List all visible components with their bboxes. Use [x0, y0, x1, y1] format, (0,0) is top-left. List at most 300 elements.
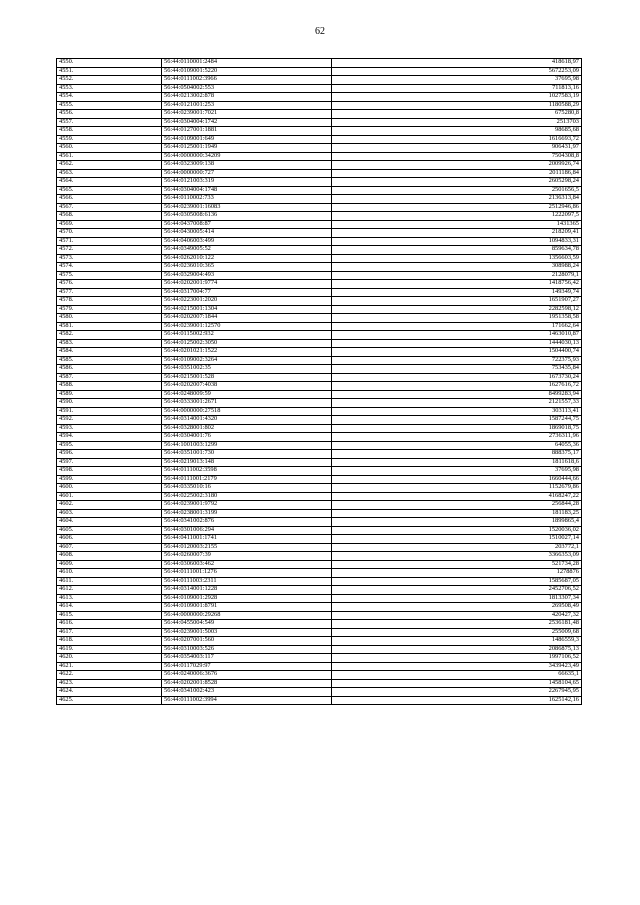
value-cell: 256844,28	[332, 501, 582, 510]
row-number-cell: 4564.	[57, 178, 162, 187]
row-number-cell: 4557.	[57, 118, 162, 127]
value-cell: 171662,64	[332, 322, 582, 331]
row-number-cell: 4569.	[57, 220, 162, 229]
cadastral-number-cell: 56:44:0111002:3994	[162, 696, 332, 705]
value-cell: 1951358,58	[332, 314, 582, 323]
table-row	[57, 390, 582, 399]
table-row	[57, 424, 582, 433]
cadastral-number-cell: 56:44:0202001:8528	[162, 679, 332, 688]
cadastral-number-cell: 56:44:0351001:730	[162, 450, 332, 459]
row-number-cell: 4600.	[57, 484, 162, 493]
table-row	[57, 637, 582, 646]
row-number-cell: 4550.	[57, 59, 162, 68]
value-cell: 1486559,3	[332, 637, 582, 646]
cadastral-number-cell: 56:44:0240006:3676	[162, 671, 332, 680]
table-row	[57, 679, 582, 688]
table-row	[57, 535, 582, 544]
cadastral-number-cell: 56:44:0239001:5003	[162, 628, 332, 637]
table-row	[57, 365, 582, 374]
table-row	[57, 169, 582, 178]
row-number-cell: 4553.	[57, 84, 162, 93]
table-row	[57, 186, 582, 195]
cadastral-number-cell: 56:44:0117029:97	[162, 662, 332, 671]
row-number-cell: 4590.	[57, 399, 162, 408]
row-number-cell: 4614.	[57, 603, 162, 612]
cadastral-number-cell: 56:44:0335010:16	[162, 484, 332, 493]
value-cell: 203772,1	[332, 543, 582, 552]
value-cell: 2501656,5	[332, 186, 582, 195]
table-row	[57, 696, 582, 705]
value-cell: 1673730,24	[332, 373, 582, 382]
cadastral-number-cell: 56:44:0323009:138	[162, 161, 332, 170]
table-row	[57, 356, 582, 365]
table-row	[57, 348, 582, 357]
row-number-cell: 4610.	[57, 569, 162, 578]
value-cell: 2536181,48	[332, 620, 582, 629]
value-cell: 2128079,1	[332, 271, 582, 280]
cadastral-number-cell: 56:44:0239001:16083	[162, 203, 332, 212]
value-cell: 1651907,27	[332, 297, 582, 306]
cadastral-number-cell: 56:44:0305008:6136	[162, 212, 332, 221]
row-number-cell: 4606.	[57, 535, 162, 544]
table-row	[57, 586, 582, 595]
row-number-cell: 4589.	[57, 390, 162, 399]
value-cell: 64055,36	[332, 441, 582, 450]
row-number-cell: 4573.	[57, 254, 162, 263]
table-row	[57, 441, 582, 450]
row-number-cell: 4554.	[57, 93, 162, 102]
cadastral-number-cell: 56:44:0236010:365	[162, 263, 332, 272]
row-number-cell: 4576.	[57, 280, 162, 289]
value-cell: 1444030,13	[332, 339, 582, 348]
value-cell: 3366353,09	[332, 552, 582, 561]
cadastral-number-cell: 56:44:0239001:12570	[162, 322, 332, 331]
row-number-cell: 4618.	[57, 637, 162, 646]
value-cell: 1356603,59	[332, 254, 582, 263]
table-row	[57, 518, 582, 527]
cadastral-number-cell: 56:44:0333001:2671	[162, 399, 332, 408]
value-cell: 218209,41	[332, 229, 582, 238]
table-row	[57, 416, 582, 425]
table-row	[57, 450, 582, 459]
row-number-cell: 4625.	[57, 696, 162, 705]
value-cell: 2086875,13	[332, 645, 582, 654]
table-row	[57, 339, 582, 348]
cadastral-number-cell: 56:44:0202007:4038	[162, 382, 332, 391]
row-number-cell: 4602.	[57, 501, 162, 510]
row-number-cell: 4612.	[57, 586, 162, 595]
row-number-cell: 4584.	[57, 348, 162, 357]
value-cell: 98685,68	[332, 127, 582, 136]
cadastral-number-cell: 56:44:0406003:499	[162, 237, 332, 246]
row-number-cell: 4622.	[57, 671, 162, 680]
value-cell: 1869018,75	[332, 424, 582, 433]
table-row	[57, 543, 582, 552]
cadastral-number-cell: 56:44:0262010:122	[162, 254, 332, 263]
row-number-cell: 4595.	[57, 441, 162, 450]
table-row	[57, 263, 582, 272]
cadastral-number-cell: 56:44:0225002:3180	[162, 492, 332, 501]
table-row	[57, 492, 582, 501]
cadastral-number-cell: 56:44:0000000:727	[162, 169, 332, 178]
row-number-cell: 4605.	[57, 526, 162, 535]
table-row	[57, 645, 582, 654]
row-number-cell: 4567.	[57, 203, 162, 212]
cadastral-number-cell: 56:44:0111003:2311	[162, 577, 332, 586]
cadastral-number-cell: 56:44:0201021:1522	[162, 348, 332, 357]
table-row	[57, 475, 582, 484]
table-row	[57, 84, 582, 93]
table-row	[57, 322, 582, 331]
cadastral-number-cell: 56:44:0000000:34209	[162, 152, 332, 161]
row-number-cell: 4552.	[57, 76, 162, 85]
table-row	[57, 407, 582, 416]
value-cell: 2136313,84	[332, 195, 582, 204]
table-row	[57, 509, 582, 518]
row-number-cell: 4574.	[57, 263, 162, 272]
table-row	[57, 212, 582, 221]
table-row	[57, 288, 582, 297]
value-cell: 7504308,8	[332, 152, 582, 161]
row-number-cell: 4594.	[57, 433, 162, 442]
row-number-cell: 4592.	[57, 416, 162, 425]
cadastral-number-cell: 56:44:0317004:77	[162, 288, 332, 297]
table-row	[57, 458, 582, 467]
cadastral-number-cell: 56:44:0109002:3264	[162, 356, 332, 365]
table-row	[57, 93, 582, 102]
value-cell: 1625142,16	[332, 696, 582, 705]
cadastral-number-cell: 56:44:0430005:414	[162, 229, 332, 238]
cadastral-number-cell: 56:44:0314001:4320	[162, 416, 332, 425]
value-cell: 2513703	[332, 118, 582, 127]
value-cell: 888375,17	[332, 450, 582, 459]
value-cell: 1458104,65	[332, 679, 582, 688]
row-number-cell: 4599.	[57, 475, 162, 484]
cadastral-number-cell: 56:44:0110002:733	[162, 195, 332, 204]
value-cell: 2009926,74	[332, 161, 582, 170]
row-number-cell: 4555.	[57, 101, 162, 110]
row-number-cell: 4577.	[57, 288, 162, 297]
value-cell: 1585687,05	[332, 577, 582, 586]
cadastral-number-cell: 56:44:0310003:526	[162, 645, 332, 654]
table-row	[57, 552, 582, 561]
cadastral-number-cell: 56:44:0329004:493	[162, 271, 332, 280]
value-cell: 1180588,29	[332, 101, 582, 110]
cadastral-number-cell: 56:44:0109001:8791	[162, 603, 332, 612]
value-cell: 1278876	[332, 569, 582, 578]
value-cell: 1094833,31	[332, 237, 582, 246]
row-number-cell: 4560.	[57, 144, 162, 153]
value-cell: 906431,97	[332, 144, 582, 153]
cadastral-number-cell: 56:44:0125001:1949	[162, 144, 332, 153]
value-cell: 303113,41	[332, 407, 582, 416]
cadastral-number-cell: 56:44:0109001:649	[162, 135, 332, 144]
cadastral-number-cell: 56:44:0213002:878	[162, 93, 332, 102]
cadastral-number-cell: 56:44:0121001:253	[162, 101, 332, 110]
cadastral-number-cell: 56:44:0328001:802	[162, 424, 332, 433]
value-cell: 2011186,84	[332, 169, 582, 178]
table-row	[57, 433, 582, 442]
value-cell: 1627616,72	[332, 382, 582, 391]
table-row	[57, 569, 582, 578]
table-row	[57, 127, 582, 136]
value-cell: 2282598,12	[332, 305, 582, 314]
cadastral-number-cell: 56:44:0341002:876	[162, 518, 332, 527]
cadastral-number-cell: 56:44:0121003:319	[162, 178, 332, 187]
cadastral-number-cell: 56:44:0455004:549	[162, 620, 332, 629]
table-row	[57, 297, 582, 306]
value-cell: 4168247,22	[332, 492, 582, 501]
row-number-cell: 4562.	[57, 161, 162, 170]
table-row	[57, 688, 582, 697]
row-number-cell: 4597.	[57, 458, 162, 467]
row-number-cell: 4604.	[57, 518, 162, 527]
table-row	[57, 382, 582, 391]
value-cell: 66635,1	[332, 671, 582, 680]
row-number-cell: 4556.	[57, 110, 162, 119]
table-row	[57, 501, 582, 510]
cadastral-number-cell: 56:44:0239001:9792	[162, 501, 332, 510]
value-cell: 418618,97	[332, 59, 582, 68]
row-number-cell: 4619.	[57, 645, 162, 654]
cadastral-number-cell: 56:44:0125002:3050	[162, 339, 332, 348]
value-cell: 521734,28	[332, 560, 582, 569]
value-cell: 1899865,4	[332, 518, 582, 527]
cadastral-number-cell: 56:44:0437008:87	[162, 220, 332, 229]
page-number: 62	[315, 26, 325, 37]
cadastral-number-cell: 56:44:0215001:1304	[162, 305, 332, 314]
cadastral-number-cell: 56:44:0351002:35	[162, 365, 332, 374]
cadastral-number-cell: 56:44:0349005:52	[162, 246, 332, 255]
value-cell: 2452706,52	[332, 586, 582, 595]
table-row	[57, 628, 582, 637]
cadastral-number-cell: 56:44:0215001:528	[162, 373, 332, 382]
cadastral-number-cell: 56:44:0223001:2020	[162, 297, 332, 306]
value-cell: 2267945,95	[332, 688, 582, 697]
value-cell: 269508,49	[332, 603, 582, 612]
cadastral-number-cell: 56:44:0202001:9774	[162, 280, 332, 289]
cadastral-number-cell: 56:44:0127001:1881	[162, 127, 332, 136]
value-cell: 3439423,49	[332, 662, 582, 671]
value-cell: 1811618,6	[332, 458, 582, 467]
row-number-cell: 4593.	[57, 424, 162, 433]
value-cell: 711813,16	[332, 84, 582, 93]
cadastral-number-cell: 56:44:0304004:1742	[162, 118, 332, 127]
row-number-cell: 4624.	[57, 688, 162, 697]
table-row	[57, 331, 582, 340]
table-row	[57, 144, 582, 153]
row-number-cell: 4582.	[57, 331, 162, 340]
cadastral-number-cell: 56:44:0111001:1276	[162, 569, 332, 578]
row-number-cell: 4561.	[57, 152, 162, 161]
table-row	[57, 135, 582, 144]
value-cell: 8499283,94	[332, 390, 582, 399]
value-cell: 1616693,72	[332, 135, 582, 144]
row-number-cell: 4617.	[57, 628, 162, 637]
value-cell: 1660444,66	[332, 475, 582, 484]
value-cell: 1027583,19	[332, 93, 582, 102]
value-cell: 675280,8	[332, 110, 582, 119]
value-cell: 1463010,87	[332, 331, 582, 340]
row-number-cell: 4570.	[57, 229, 162, 238]
registry-table-body	[57, 59, 582, 705]
table-row	[57, 560, 582, 569]
row-number-cell: 4621.	[57, 662, 162, 671]
cadastral-number-cell: 56:44:0207001:560	[162, 637, 332, 646]
table-row	[57, 203, 582, 212]
table-row	[57, 467, 582, 476]
value-cell: 1813307,34	[332, 594, 582, 603]
value-cell: 181183,25	[332, 509, 582, 518]
row-number-cell: 4585.	[57, 356, 162, 365]
value-cell: 1520036,02	[332, 526, 582, 535]
registry-table	[56, 58, 582, 705]
row-number-cell: 4565.	[57, 186, 162, 195]
value-cell: 5672253,09	[332, 67, 582, 76]
value-cell: 753435,84	[332, 365, 582, 374]
table-row	[57, 246, 582, 255]
row-number-cell: 4601.	[57, 492, 162, 501]
value-cell: 149349,74	[332, 288, 582, 297]
row-number-cell: 4559.	[57, 135, 162, 144]
row-number-cell: 4551.	[57, 67, 162, 76]
value-cell: 1510027,14	[332, 535, 582, 544]
table-row	[57, 101, 582, 110]
value-cell: 1152679,86	[332, 484, 582, 493]
table-row	[57, 305, 582, 314]
table-row	[57, 67, 582, 76]
value-cell: 308988,24	[332, 263, 582, 272]
cadastral-number-cell: 56:44:0111002:3966	[162, 76, 332, 85]
value-cell: 1431365	[332, 220, 582, 229]
cadastral-number-cell: 56:44:0120003:2155	[162, 543, 332, 552]
table-row	[57, 280, 582, 289]
value-cell: 2121557,33	[332, 399, 582, 408]
cadastral-number-cell: 56:44:0260007:39	[162, 552, 332, 561]
table-row	[57, 59, 582, 68]
table-row	[57, 399, 582, 408]
row-number-cell: 4566.	[57, 195, 162, 204]
value-cell: 1222097,5	[332, 212, 582, 221]
cadastral-number-cell: 56:44:1001003:1299	[162, 441, 332, 450]
row-number-cell: 4620.	[57, 654, 162, 663]
row-number-cell: 4607.	[57, 543, 162, 552]
table-row	[57, 152, 582, 161]
table-row	[57, 195, 582, 204]
row-number-cell: 4616.	[57, 620, 162, 629]
table-row	[57, 620, 582, 629]
cadastral-number-cell: 56:44:0111002:3598	[162, 467, 332, 476]
table-row	[57, 254, 582, 263]
cadastral-number-cell: 56:44:0110001:2484	[162, 59, 332, 68]
row-number-cell: 4583.	[57, 339, 162, 348]
row-number-cell: 4587.	[57, 373, 162, 382]
value-cell: 420427,32	[332, 611, 582, 620]
table-row	[57, 271, 582, 280]
row-number-cell: 4603.	[57, 509, 162, 518]
table-row	[57, 76, 582, 85]
value-cell: 2512946,86	[332, 203, 582, 212]
value-cell: 1587244,75	[332, 416, 582, 425]
row-number-cell: 4568.	[57, 212, 162, 221]
row-number-cell: 4578.	[57, 297, 162, 306]
value-cell: 859634,78	[332, 246, 582, 255]
value-cell: 722375,93	[332, 356, 582, 365]
table-row	[57, 178, 582, 187]
table-row	[57, 110, 582, 119]
table-row	[57, 654, 582, 663]
cadastral-number-cell: 56:44:0000000:29268	[162, 611, 332, 620]
table-row	[57, 594, 582, 603]
row-number-cell: 4558.	[57, 127, 162, 136]
table-row	[57, 220, 582, 229]
cadastral-number-cell: 56:44:0304004:1748	[162, 186, 332, 195]
cadastral-number-cell: 56:44:0504002:553	[162, 84, 332, 93]
cadastral-number-cell: 56:44:0111001:2179	[162, 475, 332, 484]
table-row	[57, 373, 582, 382]
row-number-cell: 4598.	[57, 467, 162, 476]
value-cell: 37695,98	[332, 467, 582, 476]
cadastral-number-cell: 56:44:0202007:1844	[162, 314, 332, 323]
value-cell: 1997106,52	[332, 654, 582, 663]
row-number-cell: 4615.	[57, 611, 162, 620]
value-cell: 2605298,24	[332, 178, 582, 187]
table-row	[57, 577, 582, 586]
value-cell: 2736311,96	[332, 433, 582, 442]
value-cell: 37695,98	[332, 76, 582, 85]
row-number-cell: 4581.	[57, 322, 162, 331]
table-row	[57, 484, 582, 493]
table-row	[57, 161, 582, 170]
value-cell: 255009,68	[332, 628, 582, 637]
table-row	[57, 314, 582, 323]
cadastral-number-cell: 56:44:0000000:27518	[162, 407, 332, 416]
value-cell: 1504400,74	[332, 348, 582, 357]
cadastral-number-cell: 56:44:0109001:5220	[162, 67, 332, 76]
cadastral-number-cell: 56:44:0306003:462	[162, 560, 332, 569]
row-number-cell: 4591.	[57, 407, 162, 416]
table-row	[57, 237, 582, 246]
row-number-cell: 4609.	[57, 560, 162, 569]
row-number-cell: 4623.	[57, 679, 162, 688]
cadastral-number-cell: 56:44:0115002:932	[162, 331, 332, 340]
cadastral-number-cell: 56:44:0219013:148	[162, 458, 332, 467]
cadastral-number-cell: 56:44:0238001:3199	[162, 509, 332, 518]
cadastral-number-cell: 56:44:0354003:117	[162, 654, 332, 663]
row-number-cell: 4563.	[57, 169, 162, 178]
cadastral-number-cell: 56:44:0248009:59	[162, 390, 332, 399]
row-number-cell: 4571.	[57, 237, 162, 246]
table-row	[57, 118, 582, 127]
cadastral-number-cell: 56:44:0239001:7021	[162, 110, 332, 119]
table-row	[57, 671, 582, 680]
table-row	[57, 662, 582, 671]
cadastral-number-cell: 56:44:0411001:1741	[162, 535, 332, 544]
cadastral-number-cell: 56:44:0304001:76	[162, 433, 332, 442]
row-number-cell: 4586.	[57, 365, 162, 374]
row-number-cell: 4608.	[57, 552, 162, 561]
row-number-cell: 4572.	[57, 246, 162, 255]
row-number-cell: 4588.	[57, 382, 162, 391]
row-number-cell: 4580.	[57, 314, 162, 323]
cadastral-number-cell: 56:44:0341002:423	[162, 688, 332, 697]
row-number-cell: 4613.	[57, 594, 162, 603]
row-number-cell: 4611.	[57, 577, 162, 586]
table-row	[57, 603, 582, 612]
row-number-cell: 4579.	[57, 305, 162, 314]
table-row	[57, 611, 582, 620]
table-row	[57, 526, 582, 535]
